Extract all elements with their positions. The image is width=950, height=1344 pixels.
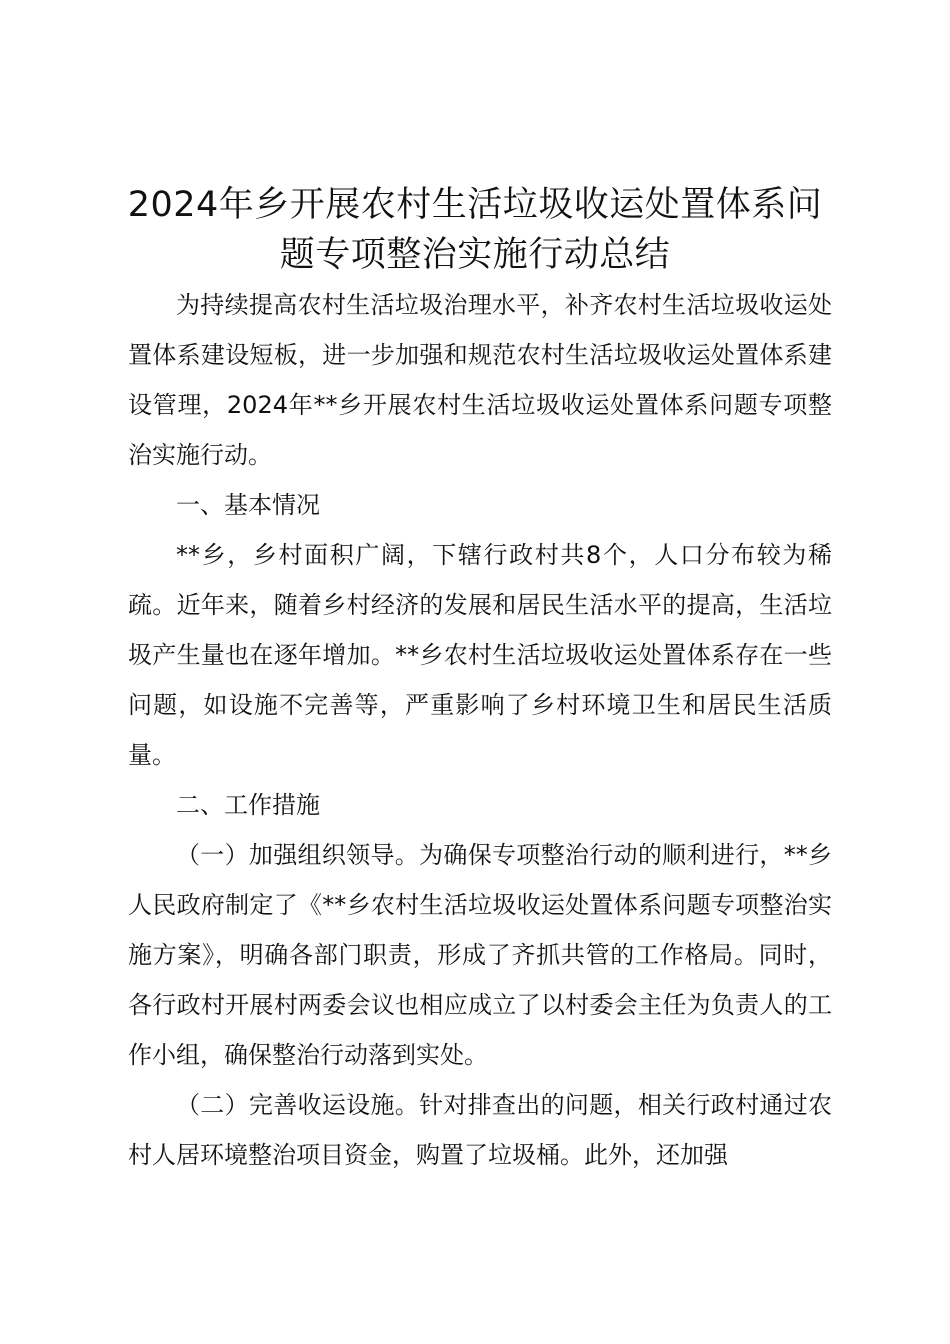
measure-paragraph-1: （一）加强组织领导。为确保专项整治行动的顺利进行，**乡人民政府制定了《**乡农村生活垃圾收运处置体系问题专项整治实施方案》，明确各部门职责，形成了齐抓共管的工作格局。同时，各行政村开展村两委会议也相应成立了以村委会主任为负责人的工作小组，确保整治行动落到实处。	[128, 841, 832, 1069]
intro-paragraph: 为持续提高农村生活垃圾治理水平，补齐农村生活垃圾收运处置体系建设短板，进一步加强和规范农村生活垃圾收运处置体系建设管理，2024年**乡开展农村生活垃圾收运处置体系问题专项整治实施行动。	[128, 291, 832, 469]
document-body	[128, 280, 832, 1180]
title-line-2: 题专项整治实施行动总结	[279, 235, 671, 275]
measure-paragraph-2: （二）完善收运设施。针对排查出的问题，相关行政村通过农村人居环境整治项目资金，购置了垃圾桶。此外，还加强	[128, 1091, 832, 1169]
section-heading-basic-situation: 一、基本情况	[176, 491, 320, 519]
section-heading-work-measures: 二、工作措施	[176, 791, 320, 819]
title-line-1: 2024年乡开展农村生活垃圾收运处置体系问	[127, 185, 823, 225]
document-title	[110, 180, 840, 280]
basic-situation-paragraph: **乡，乡村面积广阔，下辖行政村共8个，人口分布较为稀疏。近年来，随着乡村经济的发展和居民生活水平的提高，生活垃圾产生量也在逐年增加。**乡农村生活垃圾收运处置体系存在一些问题，如设施不完善等，严重影响了乡村环境卫生和居民生活质量。	[128, 541, 832, 769]
